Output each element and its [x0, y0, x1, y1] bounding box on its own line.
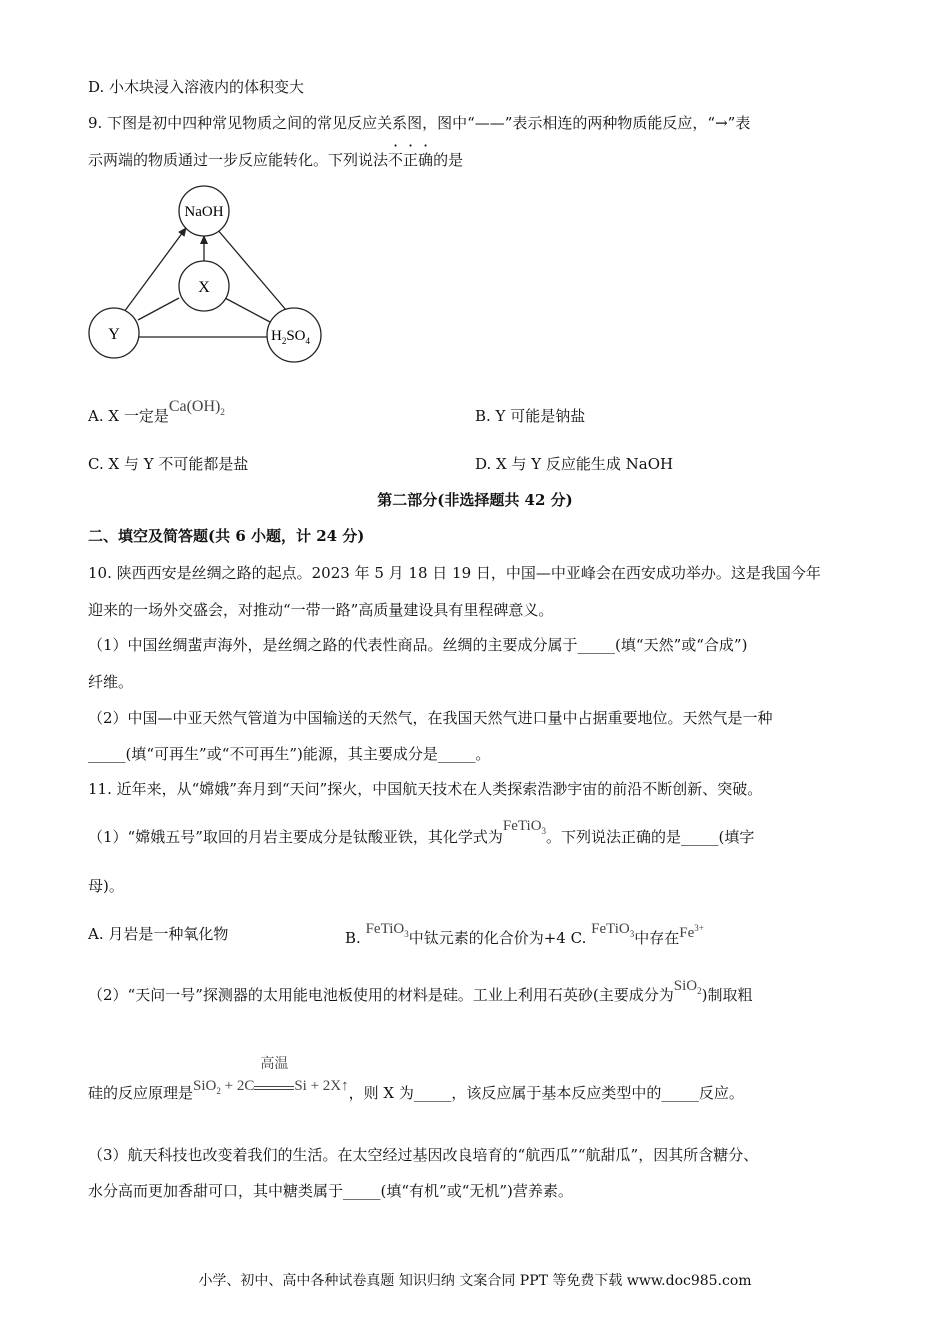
q11-p2-line2 — [88, 1057, 744, 1109]
eq-condition-block — [254, 1057, 294, 1090]
q11-opt-c-mid: 中存在 — [634, 929, 680, 947]
q10-line2: 迎来的一场外交盛会，对推动“一带一路”高质量建设具有里程碑意义。 — [88, 601, 554, 619]
eq-condition: 高温 — [260, 1057, 289, 1072]
q11-p2-line2-pre: 硅的反应原理是 — [88, 1084, 194, 1102]
q11-p1-post: 。下列说法正确的是_____(填字 — [546, 828, 755, 846]
q11-opt-c-pre: C. — [570, 929, 587, 947]
q9-option-b: B. Y 可能是钠盐 — [475, 407, 586, 425]
q11-p1-line2: 母)。 — [88, 877, 124, 895]
page-footer: 小学、初中、高中各种试卷真题 知识归纳 文案合同 PPT 等免费下载 www.doc985.com — [198, 1273, 752, 1289]
emphasis-char: 不 — [388, 151, 404, 169]
q9-option-a-text: A. X 一定是 — [88, 407, 169, 425]
formula-fetio3-b-sub: 3 — [404, 929, 409, 939]
label-h2so4: $H_2SO_4$ — [271, 328, 311, 346]
formula-fetio3-main: FeTiO — [502, 818, 542, 834]
formula-sio2-sub: 2 — [697, 986, 702, 996]
q9-stem-line1: 9. 下图是初中四种常见物质之间的常见反应关系图，图中“——”表示相连的两种物质能反应，“→”表 — [88, 114, 751, 132]
formula-sio2-main: SiO — [673, 978, 698, 994]
q11-line1: 11. 近年来，从“嫦娥”奔月到“天问”探火，中国航天技术在人类探索浩渺宇宙的前沿不断创新、突破。 — [88, 780, 763, 798]
q11-p3-line2: 水分高而更加香甜可口，其中糖类属于_____(填“有机”或“无机”)营养素。 — [88, 1182, 573, 1200]
eq-left-sub: 2 — [216, 1086, 221, 1096]
formula-caoh2 — [168, 398, 225, 418]
reaction-equation — [193, 1057, 349, 1096]
q9-stem-line2 — [88, 150, 463, 170]
q9-option-c: C. X 与 Y 不可能都是盐 — [88, 455, 249, 473]
label-y: Y — [108, 326, 120, 343]
formula-fetio3-c-main: FeTiO — [591, 921, 630, 937]
eq-double-line — [254, 1086, 294, 1090]
part2-title: 第二部分(非选择题共 42 分) — [377, 491, 573, 509]
formula-caoh2-main: Ca(OH) — [168, 398, 221, 415]
formula-fetio3-b-main: FeTiO — [365, 921, 405, 937]
q10-line1: 10. 陕西西安是丝绸之路的起点。2023 年 5 月 18 日 19 日，中国—中亚峰会在西安成功举办。这是我国今年 — [88, 564, 821, 582]
section2-title: 二、填空及简答题(共 6 小题，计 24 分) — [88, 527, 365, 545]
q10-p2-line1: （2）中国—中亚天然气管道为中国输送的天然气，在我国天然气进口量中占据重要地位。天然气是一种 — [88, 709, 773, 727]
eq-right: Si + 2X↑ — [294, 1078, 349, 1094]
q11-opt-b-pre: B. — [345, 929, 361, 947]
line-x-h2so4 — [225, 298, 270, 322]
q9-option-d: D. X 与 Y 反应能生成 NaOH — [475, 455, 674, 473]
label-x: X — [198, 279, 210, 296]
ion-fe3-main: Fe — [679, 925, 695, 941]
q11-p2-line2-post: ，则 X 为_____，该反应属于基本反应类型中的_____反应。 — [348, 1084, 744, 1102]
q11-opt-b-post: 中钛元素的化合价为+4 — [408, 929, 566, 947]
formula-fetio3-b — [366, 921, 409, 937]
q9-option-a — [88, 398, 225, 432]
q9-stem-post: 的是 — [433, 151, 464, 169]
q10-p2-line2: _____(填“可再生”或“不可再生”)能源，其主要成分是_____。 — [88, 745, 491, 763]
q11-opt-a: A. 月岩是一种氧化物 — [88, 925, 229, 943]
ion-fe3-sup: 3+ — [694, 923, 704, 933]
q10-p1-line1: （1）中国丝绸蜚声海外，是丝绸之路的代表性商品。丝绸的主要成分属于_____(填“天然”或“合成”) — [88, 636, 748, 654]
label-naoh: NaOH — [184, 204, 224, 220]
q9-stem-pre: 示两端的物质通过一步反应能转化。下列说法 — [88, 151, 389, 169]
q11-p3-line1: （3）航天科技也改变着我们的生活。在太空经过基因改良培育的“航西瓜”“航甜瓜”，因其所含糖分、 — [88, 1146, 759, 1164]
line-x-y — [138, 298, 179, 320]
formula-fetio3 — [503, 818, 546, 834]
emphasis-char: 确 — [418, 151, 434, 169]
emphasis-char: 正 — [403, 151, 419, 169]
formula-fetio3-sub: 3 — [541, 826, 547, 836]
q11-p1-pre: （1）“嫦娥五号”取回的月岩主要成分是钛酸亚铁，其化学式为 — [88, 828, 503, 846]
ion-fe3 — [679, 925, 704, 941]
q10-p1-line2: 纤维。 — [88, 673, 134, 691]
q11-opt-b-c — [345, 921, 704, 954]
q8-option-d: D. 小木块浸入溶液内的体积变大 — [88, 78, 305, 96]
formula-fetio3-c — [591, 921, 634, 937]
q11-p2-line1 — [88, 978, 753, 1011]
formula-fetio3-c-sub: 3 — [629, 929, 635, 939]
q11-p2-pre: （2）“天问一号”探测器的太用能电池板使用的材料是硅。工业上利用石英砂(主要成分为 — [88, 986, 674, 1004]
eq-plus: + 2C — [220, 1078, 255, 1094]
q11-p2-post: )制取粗 — [701, 986, 753, 1004]
line-naoh-h2so4 — [217, 229, 292, 317]
eq-left: SiO — [193, 1078, 217, 1094]
reaction-diagram — [80, 182, 340, 367]
q11-p1-line1 — [88, 818, 755, 853]
formula-caoh2-sub: 2 — [220, 407, 225, 418]
formula-sio2 — [674, 978, 702, 994]
